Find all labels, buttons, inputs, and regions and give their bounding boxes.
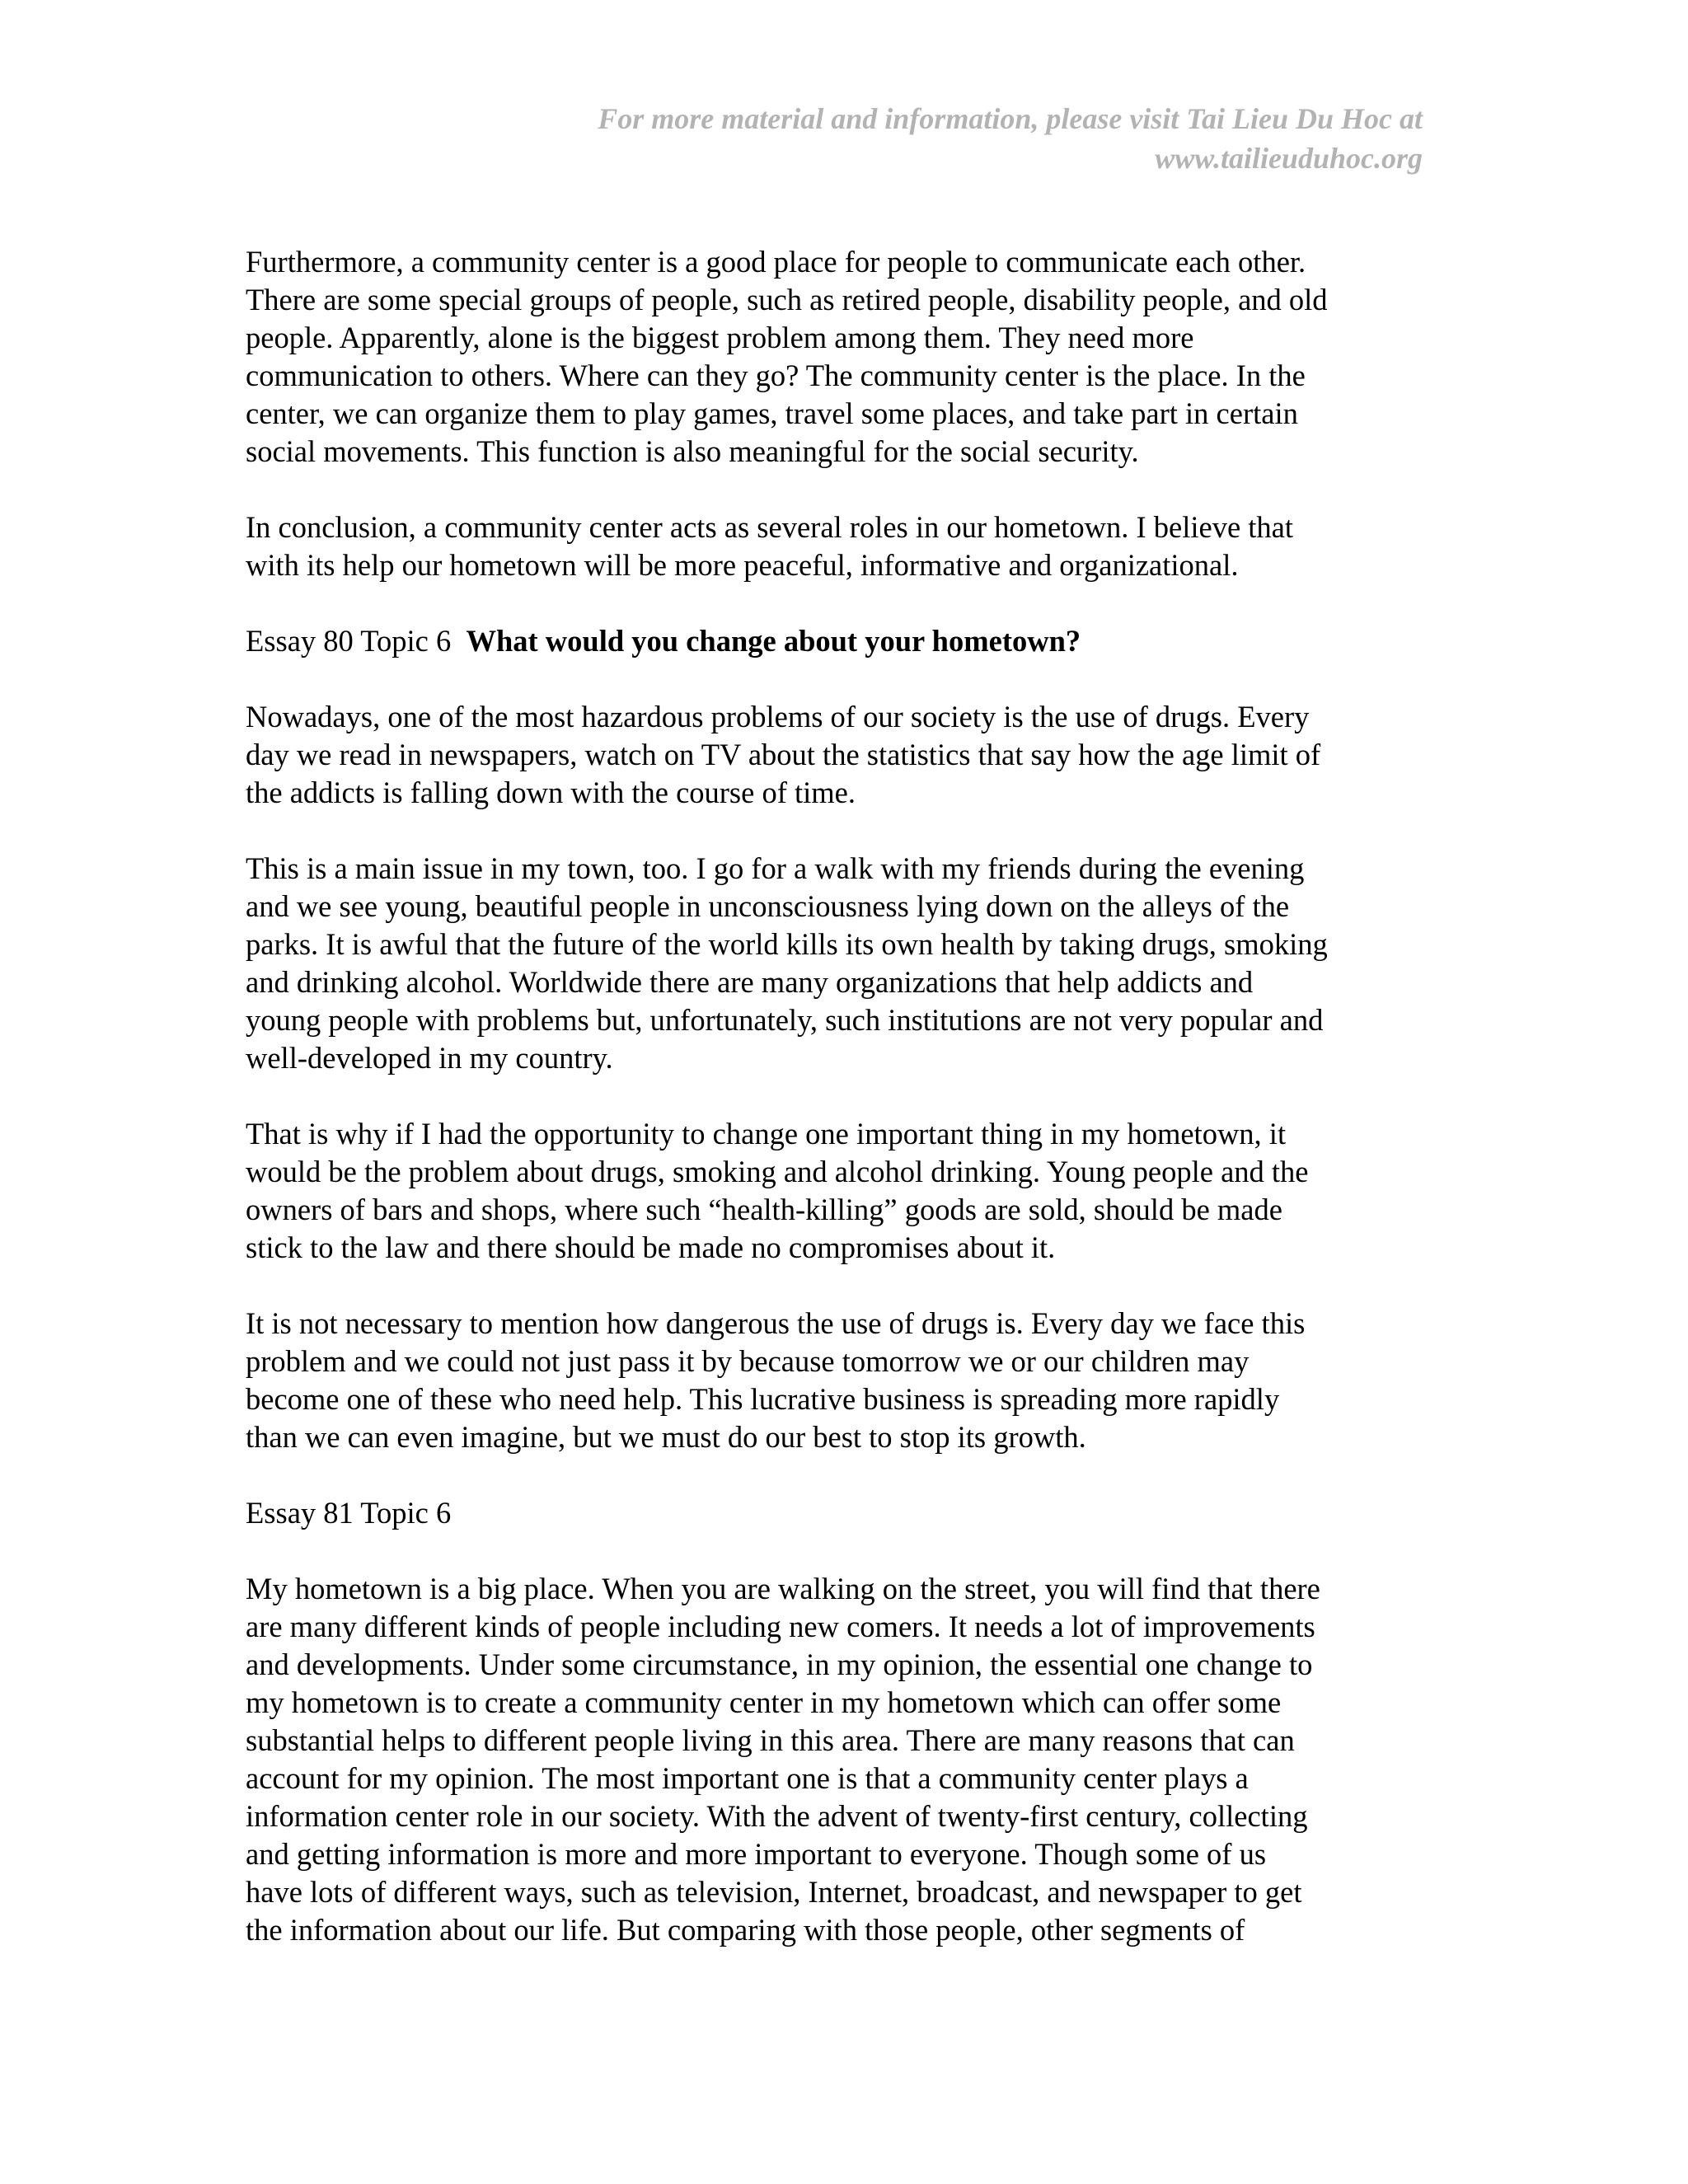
essay-80-title: What would you change about your hometown? (466, 624, 1081, 658)
document-body (246, 243, 1432, 1949)
header-line-1: For more material and information, please visit Tai Lieu Du Hoc at (598, 102, 1423, 135)
paragraph-community-communication: Furthermore, a community center is a good place for people to communicate each other. There are some special groups of people, such as retired people, disability people, and old people. Apparently, alone is the biggest problem among them. They need more communication to others. Where can they go? The community center is the place. In the center, we can organize them to play games, travel some places, and take part in certain social movements. This function is also meaningful for the social security. (246, 245, 1328, 468)
page-header (351, 99, 1423, 178)
paragraph-danger: It is not necessary to mention how dangerous the use of drugs is. Every day we face this problem and we could not just pass it by because tomorrow we or our children may become one of these who need help. This lucrative business is spreading more rapidly than we can even imagine, but we must do our best to stop its growth. (246, 1306, 1306, 1454)
paragraph-main-issue: This is a main issue in my town, too. I go for a walk with my friends during the evening and we see young, beautiful people in unconsciousness lying down on the alleys of the parks. It is awful that the future of the world kills its own health by taking drugs, smoking and drinking alcohol. Worldwide there are many organizations that help addicts and young people with problems but, unfortunately, such institutions are not very popular and well-developed in my country. (246, 851, 1328, 1075)
essay-80-label: Essay 80 Topic 6 (246, 624, 467, 658)
paragraph-conclusion: In conclusion, a community center acts as several roles in our hometown. I believe that with its help our hometown will be more peaceful, informative and organizational. (246, 510, 1294, 582)
paragraph-drugs-intro: Nowadays, one of the most hazardous problems of our society is the use of drugs. Every day we read in newspapers, watch on TV about the statistics that say how the age limit of the addicts is falling down with the course of time. (246, 700, 1321, 809)
essay-81-heading: Essay 81 Topic 6 (246, 1496, 452, 1530)
paragraph-big-place: My hometown is a big place. When you are walking on the street, you will find that there are many different kinds of people including new comers. It needs a lot of improvements and developments. Under some circumstance, in my opinion, the essential one change to my hometown is to create a community center in my hometown which can offer some substantial helps to different people living in this area. There are many reasons that can account for my opinion. The most important one is that a community center plays a information center role in our society. With the advent of twenty-first century, collecting and getting information is more and more important to everyone. Though some of us have lots of different ways, such as television, Internet, broadcast, and newspaper to get the information about our life. But comparing with those people, other segments of (246, 1572, 1320, 1947)
header-website: www.tailieuduhoc.org (1155, 142, 1423, 175)
essay-80-heading (246, 622, 1432, 660)
paragraph-change: That is why if I had the opportunity to change one important thing in my hometown, it would be the problem about drugs, smoking and alcohol drinking. Young people and the owners of bars and shops, where such “health-killing” goods are sold, should be made stick to the law and there should be made no compromises about it. (246, 1117, 1309, 1264)
